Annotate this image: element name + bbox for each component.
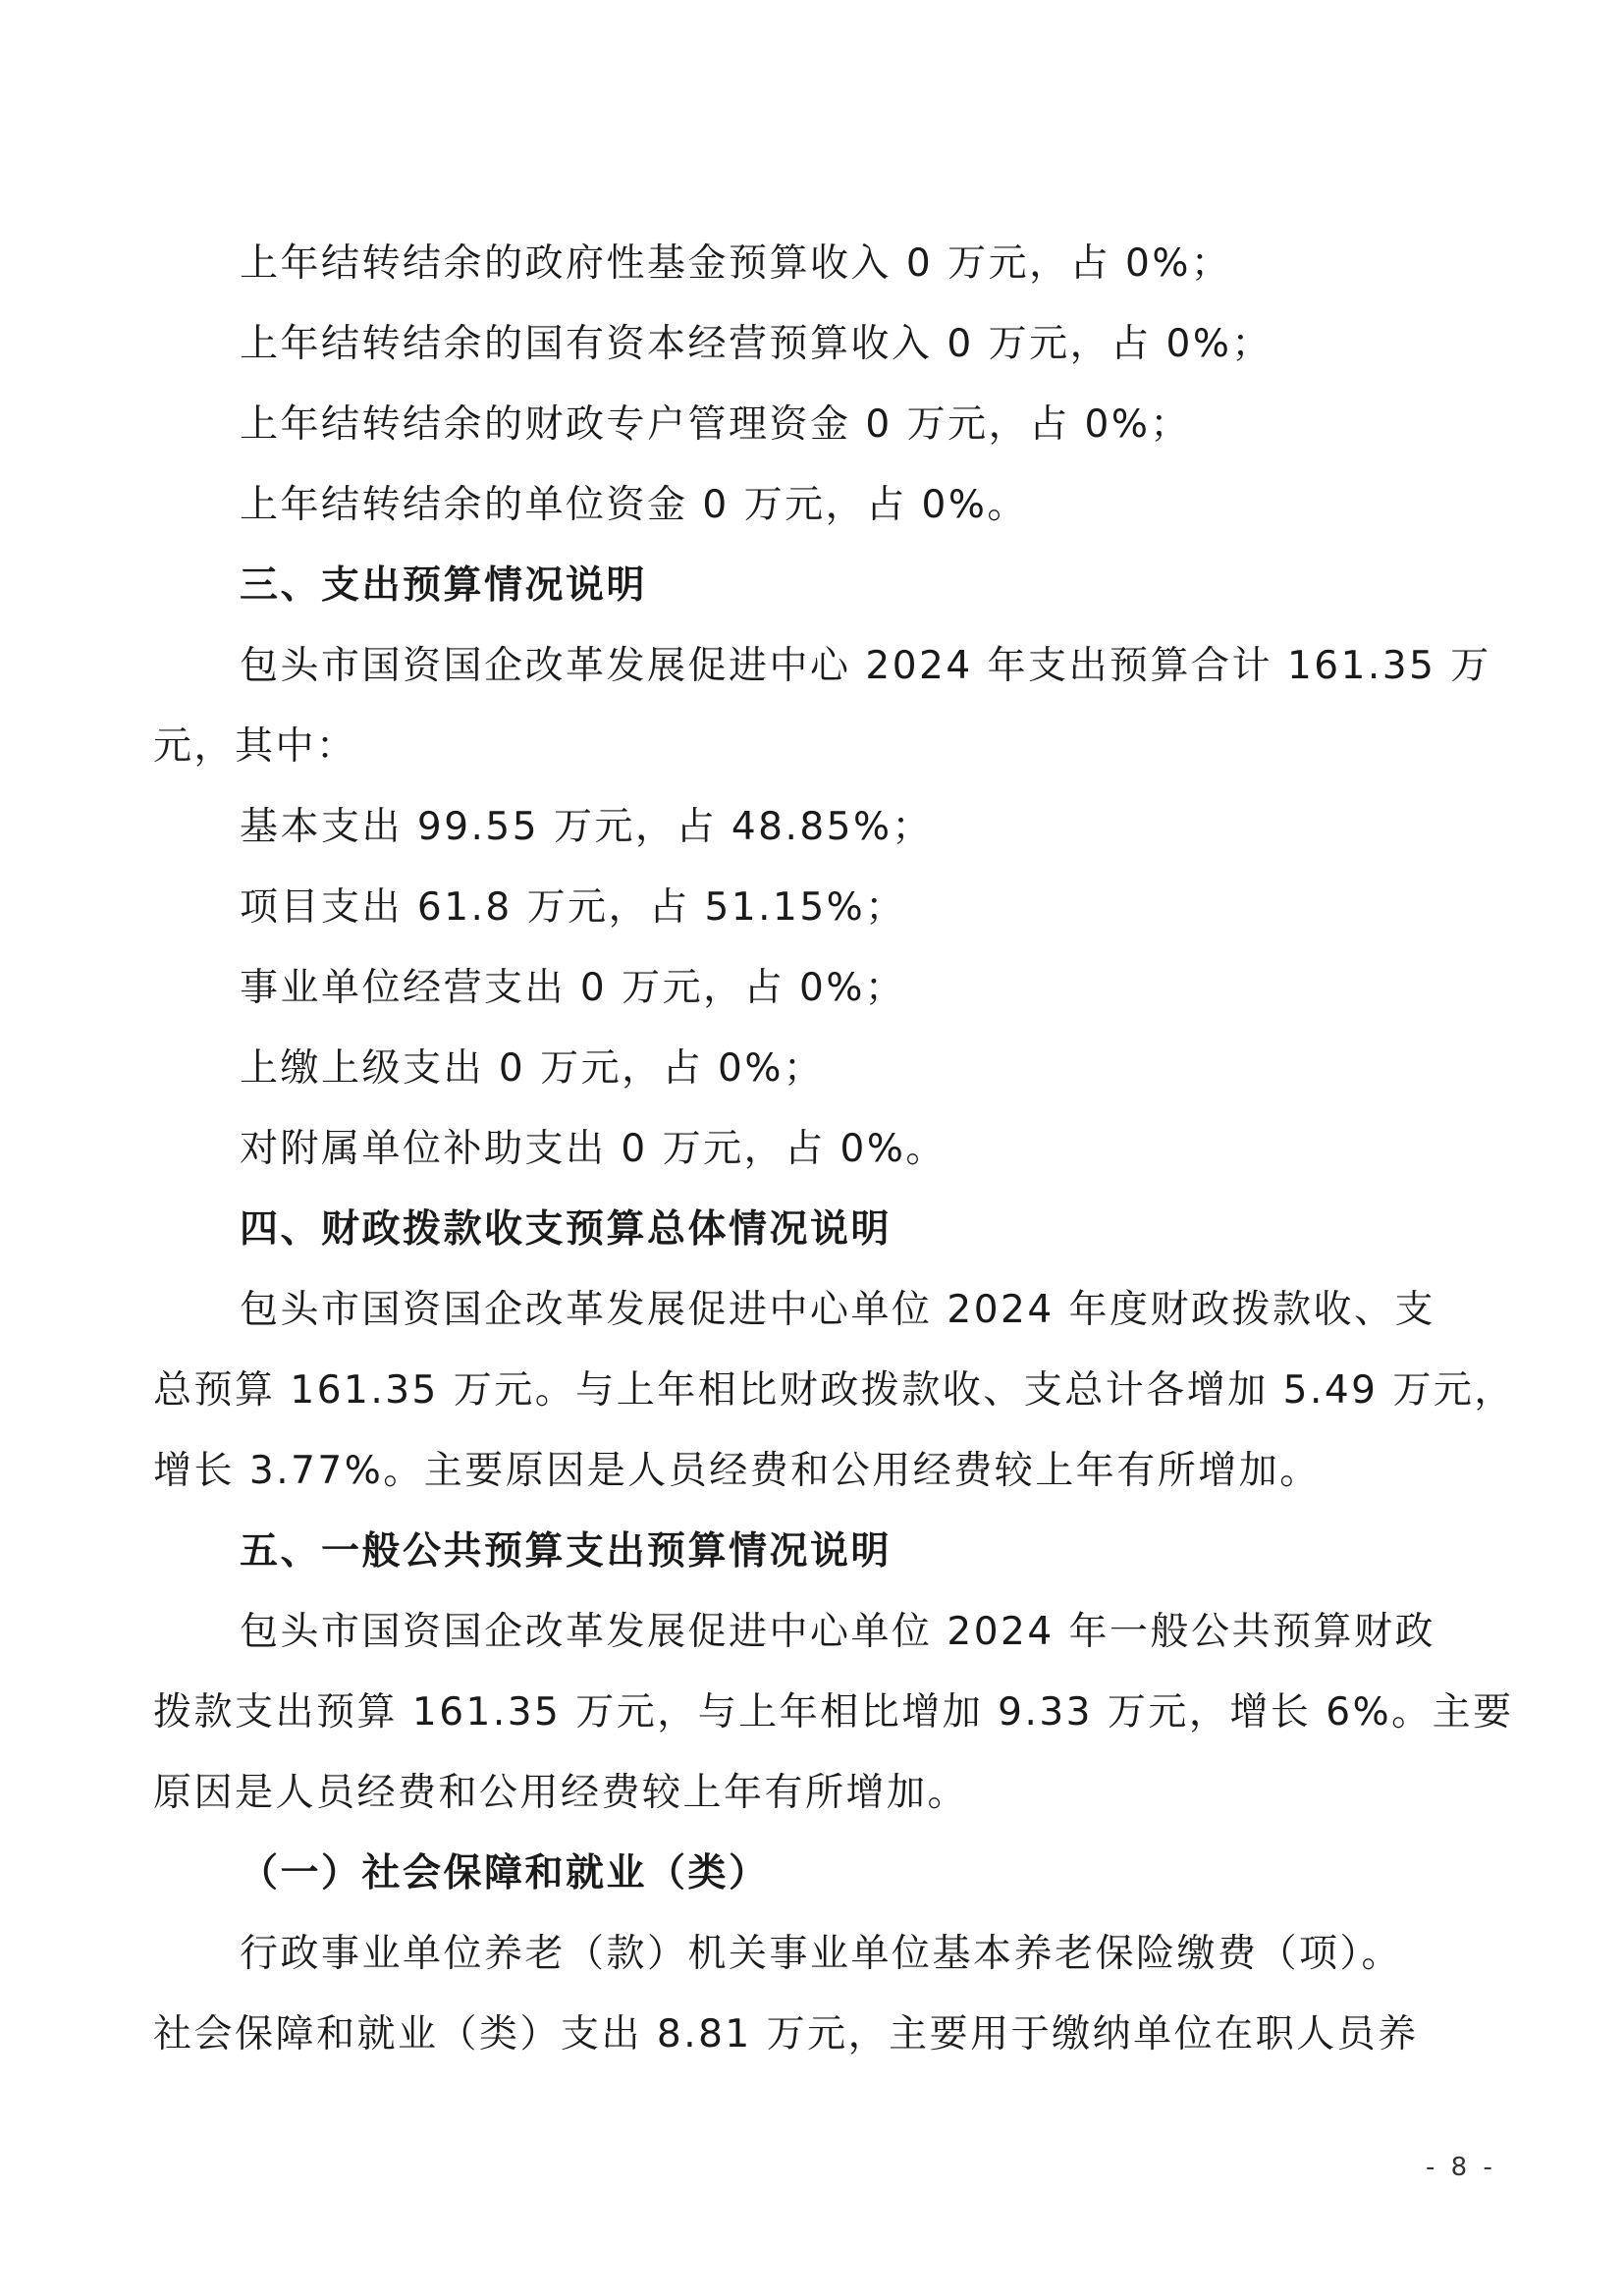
paragraph-line: 事业单位经营支出 0 万元，占 0%； xyxy=(240,966,906,1010)
paragraph-line: 上年结转结余的政府性基金预算收入 0 万元，占 0%； xyxy=(240,241,1232,286)
paragraph-line: 增长 3.77%。主要原因是人员经费和公用经费较上年有所增加。 xyxy=(153,1449,1321,1493)
paragraph-line: 上年结转结余的国有资本经营预算收入 0 万元，占 0%； xyxy=(240,322,1272,366)
paragraph-line: 包头市国资国企改革发展促进中心单位 2024 年一般公共预算财政 xyxy=(240,1610,1436,1654)
subsection-heading: （一）社会保障和就业（类） xyxy=(240,1851,770,1896)
paragraph-line: 包头市国资国企改革发展促进中心 2024 年支出预算合计 161.35 万 xyxy=(240,644,1491,688)
paragraph-line: 总预算 161.35 万元。与上年相比财政拨款收、支总计各增加 5.49 万元， xyxy=(153,1368,1515,1413)
section-heading-5: 五、一般公共预算支出预算情况说明 xyxy=(240,1529,893,1574)
paragraph-line: 社会保障和就业（类）支出 8.81 万元，主要用于缴纳单位在职人员养 xyxy=(153,2012,1419,2056)
page-number: - 8 - xyxy=(1426,2153,1496,2182)
section-heading-3: 三、支出预算情况说明 xyxy=(240,563,648,608)
paragraph-line: 行政事业单位养老（款）机关事业单位基本养老保险缴费（项）。 xyxy=(240,1932,1403,1976)
paragraph-line: 基本支出 99.55 万元，占 48.85%； xyxy=(240,805,934,849)
section-heading-4: 四、财政拨款收支预算总体情况说明 xyxy=(240,1207,893,1252)
paragraph-line: 上缴上级支出 0 万元，占 0%； xyxy=(240,1046,825,1091)
paragraph-line: 对附属单位补助支出 0 万元，占 0%。 xyxy=(240,1127,947,1171)
paragraph-line: 包头市国资国企改革发展促进中心单位 2024 年度财政拨款收、支 xyxy=(240,1288,1436,1332)
document-body xyxy=(153,224,1515,2075)
paragraph-line: 上年结转结余的单位资金 0 万元，占 0%。 xyxy=(240,483,1028,527)
paragraph-line: 原因是人员经费和公用经费较上年有所增加。 xyxy=(153,1771,969,1815)
paragraph-line: 拨款支出预算 161.35 万元，与上年相比增加 9.33 万元，增长 6%。主要 xyxy=(153,1690,1514,1735)
paragraph-line: 上年结转结余的财政专户管理资金 0 万元，占 0%； xyxy=(240,402,1191,447)
paragraph-line: 项目支出 61.8 万元，占 51.15%； xyxy=(240,885,906,930)
paragraph-line: 元，其中： xyxy=(153,724,357,769)
